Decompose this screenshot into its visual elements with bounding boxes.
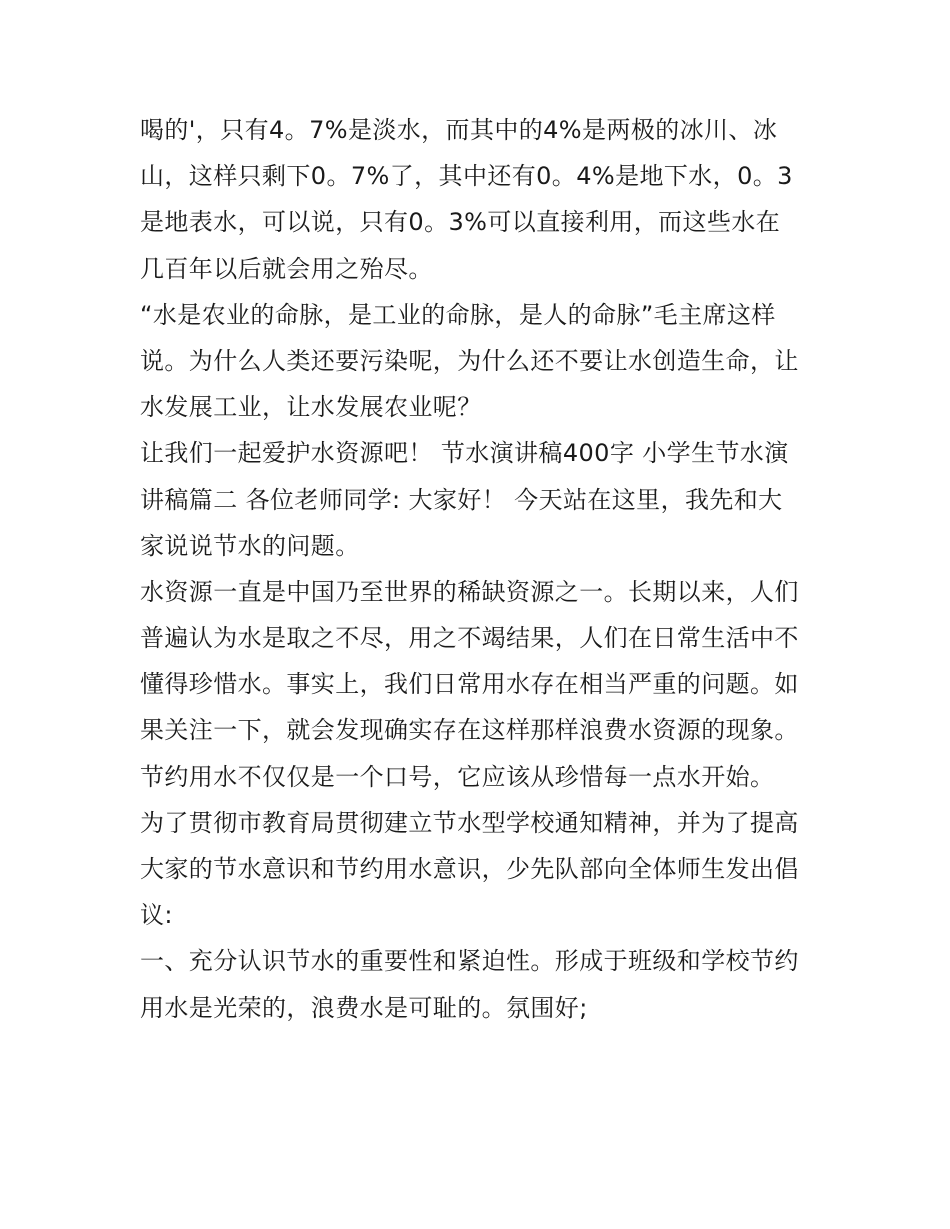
text-line: 水资源一直是中国乃至世界的稀缺资源之一。长期以来，人们 [140,577,799,606]
text-line: 议: [140,901,173,930]
text-line: “水是农业的命脉，是工业的命脉，是人的命脉”毛主席这样 [140,300,776,329]
paragraph-water-statistics [140,107,815,292]
text-line: 是地表水，可以说，只有0。3%可以直接利用，而这些水在 [140,208,781,237]
text-line: 果关注一下，就会发现确实存在这样那样浪费水资源的现象。 [140,716,799,745]
text-line: 懂得珍惜水。事实上，我们日常用水存在相当严重的问题。如 [140,670,799,699]
text-line: 节约用水不仅仅是一个口号，它应该从珍惜每一点水开始。 [140,762,775,791]
text-line: 水发展工业，让水发展农业呢？ [140,393,482,422]
text-line: 一、充分认识节水的重要性和紧迫性。形成于班级和学校节约 [140,947,799,976]
paragraph-point-one [140,938,815,1030]
text-line: 大家的节水意识和节约用水意识，少先队部向全体师生发出倡 [140,855,799,883]
document-body [140,107,815,1031]
text-line: 家说说节水的问题。 [140,531,360,560]
text-line: 讲稿篇二 各位老师同学: 大家好！ 今天站在这里，我先和大 [140,485,783,514]
paragraph-water-lifeline-quote [140,292,815,431]
text-line: 为了贯彻市教育局贯彻建立节水型学校通知精神，并为了提高 [140,808,799,837]
paragraph-initiative [140,800,815,939]
text-line: 喝的'，只有4。7%是淡水，而其中的4%是两极的冰川、冰 [140,116,778,144]
text-line: 让我们一起爱护水资源吧！ 节水演讲稿400字 小学生节水演 [140,439,789,468]
text-line: 几百年以后就会用之殆尽。 [140,254,433,283]
text-line: 山，这样只剩下0。7%了，其中还有0。4%是地下水，0。3 [140,162,793,191]
paragraph-scarce-resource [140,569,815,754]
paragraph-slogan [140,754,815,800]
text-line: 普遍认为水是取之不尽，用之不竭结果，人们在日常生活中不 [140,624,799,653]
text-line: 用水是光荣的，浪费水是可耻的。氛围好; [140,993,588,1022]
text-line: 说。为什么人类还要污染呢，为什么还不要让水创造生命，让 [140,346,799,375]
paragraph-speech-two-intro [140,430,815,569]
